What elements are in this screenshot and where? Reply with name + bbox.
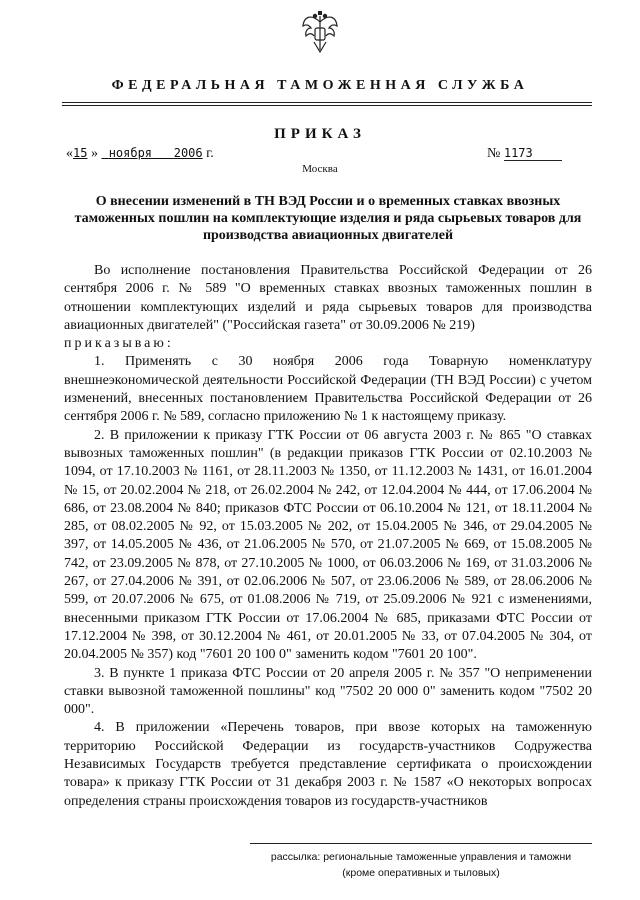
footer-divider <box>250 843 592 844</box>
header-divider-thin <box>62 105 592 106</box>
order-word: приказываю: <box>64 336 174 352</box>
agency-name: ФЕДЕРАЛЬНАЯ ТАМОЖЕННАЯ СЛУЖБА <box>111 78 529 93</box>
paragraph-3: 3. В пункте 1 приказа ФТС России от 20 апреля 2005 г. № 357 "О неприменении ставки вывозной таможенной пошлины" код "7502 20 000 0" заменить кодом "7502 20 000". <box>64 665 592 718</box>
order-title: О внесении изменений в ТН ВЭД России и о временных ставках ввозных таможенных пошлин на комплектующие изделия и ряда сырьевых товаров для производства авиационных двигателей <box>74 194 582 243</box>
intro-paragraph: Во исполнение постановления Правительства Российской Федерации от 26 сентября 2006 г. № 589 "О временных ставках ввозных таможенных пошлин в отношении комплектующих изделий и ряда сырьевых товаров для производства авиационных двигателей" ("Российская газета" от 30.09.2006 № 219) <box>64 263 592 333</box>
order-body <box>64 262 592 811</box>
document-type: ПРИКАЗ <box>274 126 366 142</box>
coat-of-arms-icon <box>300 10 340 56</box>
order-number: № 1173 <box>487 146 562 162</box>
distribution-line-2: (кроме оперативных и тыловых) <box>342 867 500 879</box>
distribution-note <box>250 849 592 881</box>
city: Москва <box>302 163 338 175</box>
paragraph-1: 1. Применять с 30 ноября 2006 года Товарную номенклатуру внешнеэкономической деятельности Российской Федерации (ТН ВЭД России) с учетом изменений, внесенных постановлением Правительства Российской Федерации от 26 сентября 2006 г. № 589, согласно приложению № 1 к настоящему приказу. <box>64 354 592 425</box>
distribution-line-1: рассылка: региональные таможенные управления и таможни <box>270 851 572 863</box>
order-date: «15 » ноября 2006 г. <box>66 146 214 161</box>
paragraph-2: 2. В приложении к приказу ГТК России от 06 августа 2003 г. № 865 "О ставках вывозных таможенных пошлин" (в редакции приказов ГТК России от 02.10.2003 № 1094, от 17.10.2003 № 1161, от 28.11.2003 № 1350, от 11.12.2003 № 1431, от 16.01.2004 № 15, от 20.02.2004 № 218, от 26.02.2004 № 242, от 12.04.2004 № 444, от 17.06.2004 № 686, от 23.08.2004 № 840; приказов ФТС России от 06.10.2004 № 121, от 18.11.2004 № 285, от 08.02.2005 № 92, от 15.03.2005 № 202, от 15.04.2005 № 346, от 29.04.2005 № 397, от 14.05.2005 № 436, от 21.06.2005 № 570, от 21.07.2005 № 669, от 15.08.2005 № 742, от 23.09.2005 № 878, от 27.10.2005 № 1000, от 06.03.2006 № 169, от 31.03.2006 № 267, от 27.04.2006 № 391, от 02.06.2006 № 507, от 23.06.2006 № 589, от 28.06.2006 № 599, от 20.07.2006 № 675, от 01.08.2006 № 719, от 25.09.2006 № 921 с изменениями, внесенными приказом ГТК России от 17.06.2004 № 685, приказами ФТС России от 17.12.2004 № 398, от 30.12.2004 № 461, от 20.01.2005 № 33, от 07.04.2005 № 304, от 20.04.2005 № 357) код "7601 20 100 0" заменить кодом "7601 20 100". <box>64 427 592 663</box>
paragraph-4: 4. В приложении «Перечень товаров, при ввозе которых на таможенную территорию Российской Федерации из государств-участников Содружества Независимых Государств требуется представление сертификата о происхождении товара» к приказу ГТК России от 31 декабря 2003 г. № 1587 «О некоторых вопросах определения страны происхождения товаров из государств-участников <box>64 720 592 809</box>
header-divider <box>62 102 592 103</box>
